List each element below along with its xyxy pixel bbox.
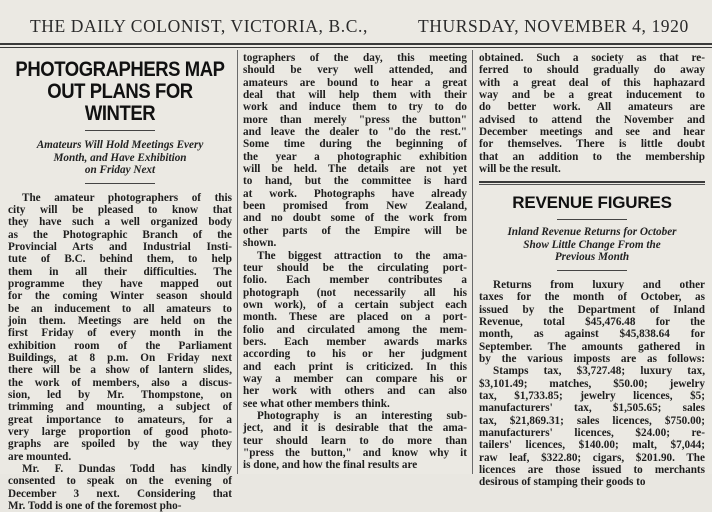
headline-line: OUT PLANS FOR WINTER	[12, 80, 229, 124]
article-photographers-col3	[479, 52, 705, 489]
deck-line: Inland Revenue Returns for October	[485, 226, 699, 239]
text-line: they have such a well organized body	[8, 216, 232, 228]
text-line: join them. Meetings are held on the	[8, 315, 232, 327]
text-line: shown.	[243, 237, 467, 249]
text-line: at work. Photographs have already	[243, 188, 467, 200]
text-line: month. These are placed on a port-	[243, 311, 467, 323]
divider	[85, 130, 155, 131]
text-line: teur should be the circulating port-	[243, 262, 467, 274]
article-body	[8, 192, 232, 512]
text-line: issued by the Department of Inland	[479, 304, 705, 316]
text-line: with a great deal of this haphazard	[479, 77, 705, 89]
text-line: by the various imposts are as follows:	[479, 353, 705, 365]
deck-line: Show Little Change From the	[485, 239, 699, 252]
divider	[557, 270, 627, 271]
divider	[557, 219, 627, 220]
text-line: for themselves. There is little doubt	[479, 138, 705, 150]
text-line: ferred to should gradually do away	[479, 64, 705, 76]
article-photographers-col2	[243, 52, 467, 472]
text-line: exhibition room of the Parliament	[8, 340, 232, 352]
text-line: are mounted.	[8, 451, 232, 463]
text-line: way a member can compare his or	[243, 373, 467, 385]
article-headline	[12, 58, 229, 124]
text-line: folio and circulated among the mem-	[243, 324, 467, 336]
text-line: teur should learn to do more than	[243, 435, 467, 447]
text-line: as the Photographic Branch of the	[8, 229, 232, 241]
text-line: December 3 next. Considering that	[8, 488, 232, 500]
text-line: way and be a great inducement to	[479, 89, 705, 101]
text-line: raw leaf, $322.80; cigars, $201.90. The	[479, 452, 705, 464]
article-body	[243, 52, 467, 472]
text-line: tax, $1,733.85; jewelry licences, $5;	[479, 390, 705, 402]
text-line: do better work. All amateurs are	[479, 101, 705, 113]
text-line: "press the button," and know why it	[243, 447, 467, 459]
text-line: consented to speak on the evening of	[8, 475, 232, 487]
text-line: The biggest attraction to the ama-	[243, 250, 467, 262]
text-line: programme they have mapped out	[8, 278, 232, 290]
text-line: first Friday of every month in the	[8, 327, 232, 339]
text-line: tax, $21,869.31; sales licences, $750.00;	[479, 415, 705, 427]
article-deck	[12, 139, 228, 177]
text-line: Stamps tax, $3,727.48; luxury tax,	[479, 365, 705, 377]
article-photographers-col1	[8, 54, 232, 512]
masthead-date: THURSDAY, NOVEMBER 4, 1920	[418, 16, 689, 37]
text-line: bers. Each member awards marks	[243, 336, 467, 348]
text-line: manufacturers' tax, $1,505.65; sales	[479, 402, 705, 414]
text-line: them in all their difficulties. The	[8, 266, 232, 278]
text-line: ject, and it is desirable that the ama-	[243, 422, 467, 434]
text-line: September. The amounts gathered in	[479, 341, 705, 353]
text-line: tailers' licences, $140.00; malt, $7,044;	[479, 439, 705, 451]
text-line: tographers of the day, this meeting	[243, 52, 467, 64]
text-line: sion, led by Mr. Thompstone, on	[8, 389, 232, 401]
text-line: be an inducement to all amateurs to	[8, 303, 232, 315]
text-line: the work of members, also a discus-	[8, 377, 232, 389]
text-line: the year a photographic exhibition	[243, 151, 467, 163]
text-line: own work), of a certain subject each	[243, 299, 467, 311]
text-line: more than merely "press the button"	[243, 114, 467, 126]
deck-line: on Friday Next	[12, 164, 228, 177]
text-line: to hand, but the committee is hard	[243, 175, 467, 187]
revenue-deck	[485, 226, 699, 264]
masthead-paper-name: THE DAILY COLONIST, VICTORIA, B.C.,	[30, 16, 368, 37]
text-line: December meetings and see and hear	[479, 126, 705, 138]
divider	[85, 183, 155, 184]
text-line: and leave the dealer to "do the rest."	[243, 126, 467, 138]
deck-line: Month, and Have Exhibition	[12, 152, 228, 165]
text-line: Mr. Todd is one of the foremost pho-	[8, 500, 232, 512]
masthead-rule-thin	[0, 47, 712, 48]
text-line: folio. Each member contributes a	[243, 274, 467, 286]
text-line: her work with others and can also	[243, 385, 467, 397]
column-rule	[237, 50, 238, 474]
text-line: see what other members think.	[243, 398, 467, 410]
text-line: and each print is criticized. In this	[243, 361, 467, 373]
text-line: deal that will help them with their	[243, 89, 467, 101]
article-body	[479, 52, 705, 175]
text-line: according to his or her judgment	[243, 348, 467, 360]
text-line: The amateur photographers of this	[8, 192, 232, 204]
headline-line: PHOTOGRAPHERS MAP	[12, 58, 229, 80]
text-line: obtained. Such a society as that re-	[479, 52, 705, 64]
text-line: Mr. F. Dundas Todd has kindly	[8, 463, 232, 475]
text-line: Provincial Arts and Industrial Insti-	[8, 241, 232, 253]
text-line: licences are those issued to merchants	[479, 464, 705, 476]
text-line: Revenue, total $45,476.48 for the	[479, 316, 705, 328]
text-line: Returns from luxury and other	[479, 279, 705, 291]
text-line: other parts of the Empire will be	[243, 225, 467, 237]
deck-line: Amateurs Will Hold Meetings Every	[12, 139, 228, 152]
text-line: and no doubt some of the work from	[243, 212, 467, 224]
text-line: will be the result.	[479, 163, 705, 175]
masthead-rule	[0, 43, 712, 45]
text-line: desirous of stamping their goods to	[479, 476, 705, 488]
text-line: Some time during the beginning of	[243, 138, 467, 150]
text-line: city will be pleased to know that	[8, 204, 232, 216]
text-line: been promised from New Zealand,	[243, 200, 467, 212]
text-line: month, as against $45,838.64 for	[479, 328, 705, 340]
text-line: photograph (not necessarily all his	[243, 287, 467, 299]
text-line: taxes for the month of October, as	[479, 291, 705, 303]
text-line: graphs are spoiled by the way they	[8, 438, 232, 450]
text-line: trimming and mounting, a subject of	[8, 401, 232, 413]
text-line: should be very well attended, and	[243, 64, 467, 76]
text-line: there will be a show of lantern slides,	[8, 364, 232, 376]
text-line: work and induce them to try to do	[243, 101, 467, 113]
text-line: that an addition to the membership	[479, 151, 705, 163]
revenue-body	[479, 279, 705, 489]
text-line: Buildings, at 8 p.m. On Friday next	[8, 352, 232, 364]
text-line: amateurs are bound to hear a great	[243, 77, 467, 89]
text-line: manufacturers' licences, $24.00; re-	[479, 427, 705, 439]
masthead	[0, 0, 712, 44]
text-line: will be held. The details are not yet	[243, 163, 467, 175]
text-line: advised to attend the November and	[479, 114, 705, 126]
text-line: for the coming Winter season should	[8, 290, 232, 302]
text-line: is done, and how the final results are	[243, 459, 467, 471]
deck-line: Previous Month	[485, 251, 699, 264]
text-line: tute of B.C. behind them, to help	[8, 253, 232, 265]
column-rule	[472, 50, 473, 474]
text-line: great importance to amateurs, for a	[8, 414, 232, 426]
text-line: $3,101.49; matches, $50.00; jewelry	[479, 378, 705, 390]
text-line: Photography is an interesting sub-	[243, 410, 467, 422]
revenue-headline: REVENUE FIGURES	[479, 193, 705, 213]
text-line: very large proportion of good photo-	[8, 426, 232, 438]
